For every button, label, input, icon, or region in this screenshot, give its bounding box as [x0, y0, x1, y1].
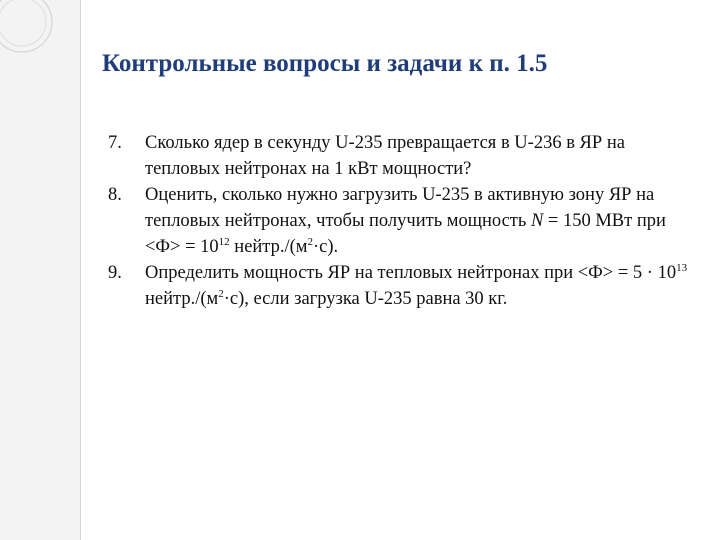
question-number: 9. [108, 263, 122, 283]
slide-title: Контрольные вопросы и задачи к п. 1.5 [102, 50, 548, 77]
corner-ring-decoration [0, 0, 80, 80]
question-text: Определить мощность ЯР на тепловых нейтронах при $<Ф> = 5 \cdot 10^{13}$ $нейтр./(м^2\cdot с)$, если загрузка U-235 равна 30 кг. [145, 262, 688, 309]
question-number: 8. [108, 185, 122, 205]
question-list [108, 130, 698, 312]
question-text: Сколько ядер в секунду U-235 превращается в U-236 в ЯР на тепловых нейтронах на 1 кВт мощности? [145, 133, 625, 179]
question-7 [108, 130, 698, 182]
left-decor-band [0, 0, 81, 540]
question-number: 7. [108, 133, 122, 153]
question-8 [108, 182, 698, 260]
question-9 [108, 260, 698, 312]
question-text: Оценить, сколько нужно загрузить U-235 в активную зону ЯР на тепловых нейтронах, чтобы получить мощность N = 150 МВт при $<Ф> = 10^{12}$ $нейтр./(м^2\cdot с)$. [145, 185, 666, 257]
